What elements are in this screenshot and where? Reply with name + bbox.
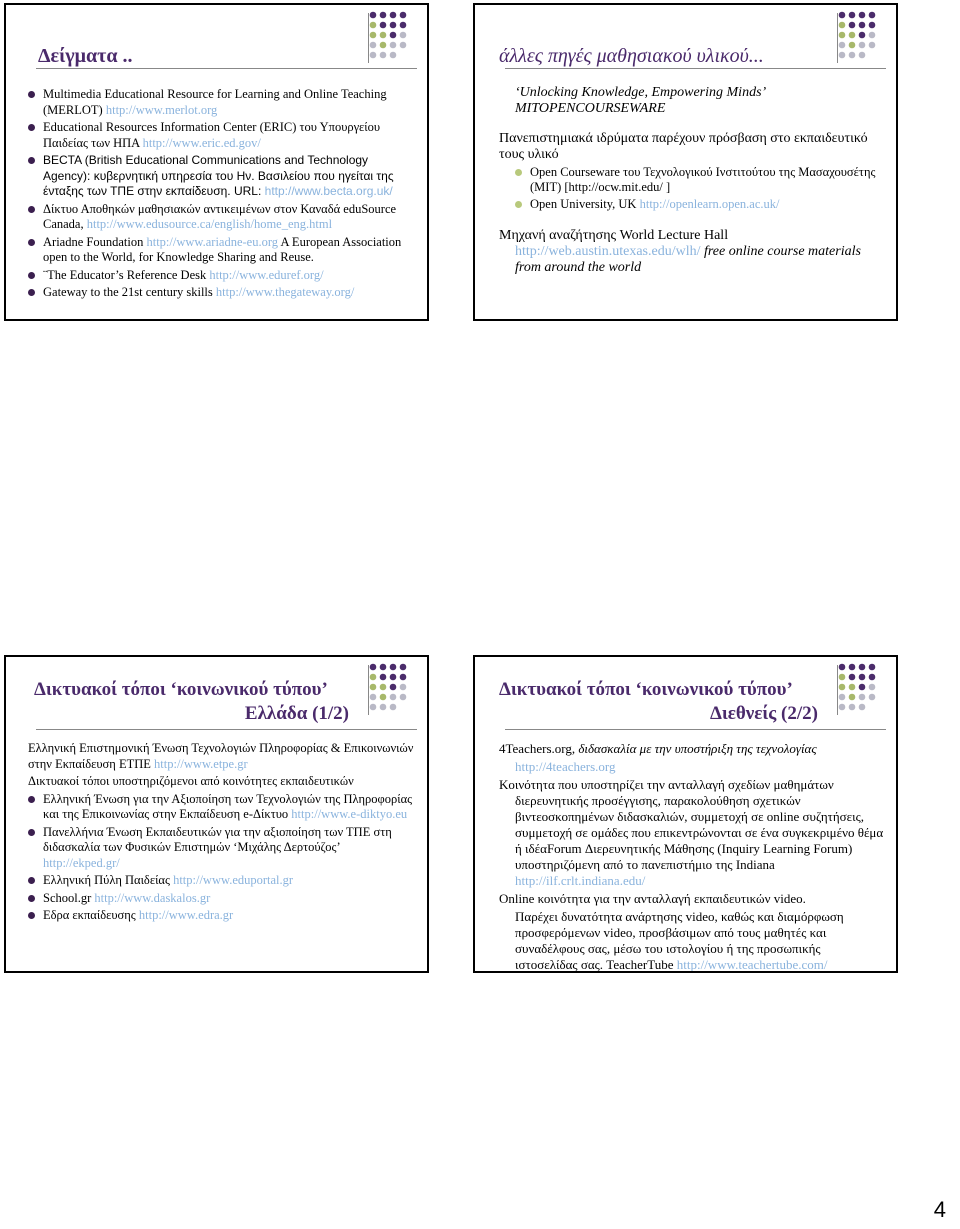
list-item: Δίκτυο Αποθηκών μαθησιακών αντικειμένων στον Καναδά eduSource Canada, http://www.edusource.ca/english/home_eng.html: [28, 202, 413, 233]
eduref-link[interactable]: http://www.eduref.org/: [209, 267, 324, 282]
list-item: School.gr http://www.daskalos.gr: [28, 891, 418, 907]
gateway-link[interactable]: http://www.thegateway.org/: [215, 285, 355, 299]
ilf-link[interactable]: http://ilf.crlt.indiana.edu/: [515, 873, 646, 888]
teachertube-link[interactable]: http://www.teachertube.com/: [676, 957, 828, 972]
list-item: Ελληνική Πύλη Παιδείας http://www.eduportal.gr: [28, 873, 418, 889]
dot-grid-decoration: [365, 11, 413, 59]
ediktyo-link[interactable]: http://www.e-diktyo.eu: [291, 807, 408, 821]
etpe-link[interactable]: http://www.etpe.gr: [154, 756, 248, 771]
list-item: ¨The Educator’s Reference Desk http://www.eduref.org/: [28, 268, 413, 284]
etpe-text: Ελληνική Επιστημονική Ένωση Τεχνολογιών Πληροφορίας & Επικοινωνιών στην Εκπαίδευση ΕΤΠΕ http://www.etpe.gr: [28, 741, 414, 771]
title-divider-vertical: [368, 665, 369, 715]
title-divider-horizontal: [36, 68, 417, 69]
tagline: ‘Unlocking Knowledge, Empowering Minds’: [515, 85, 767, 100]
slide-social-greece: [4, 655, 429, 973]
title-divider-horizontal: [505, 729, 886, 730]
slide-title-line2: Διεθνείς (2/2): [709, 703, 818, 724]
wlh-link[interactable]: http://web.austin.utexas.edu/wlh/: [515, 244, 701, 259]
title-divider-horizontal: [36, 729, 417, 730]
dot-grid-decoration: [365, 663, 413, 711]
ariadne-link[interactable]: http://www.ariadne-eu.org: [146, 234, 279, 249]
eric-link[interactable]: http://www.eric.ed.gov/: [142, 135, 261, 150]
search-engine-text: Μηχανή αναζήτησης World Lecture Hall: [499, 228, 729, 243]
4teachers-text: 4Teachers.org, διδασκαλία με την υποστήριξη της τεχνολογίας: [499, 741, 817, 756]
4teachers-link[interactable]: http://4teachers.org: [515, 759, 616, 774]
list-item: Εδρα εκπαίδευσης http://www.edra.gr: [28, 908, 418, 924]
list-item: Ελληνική Ένωση για την Αξιοποίηση των Τεχνολογιών της Πληροφορίας και της Επικοινωνίας στην Εκπαίδευση e-Δίκτυο http://www.e-diktyo.eu: [28, 792, 418, 823]
list-item: Πανελλήνια Ένωση Εκπαιδευτικών για την αξιοποίηση των ΤΠΕ στη διδασκαλία των Φυσικών Επιστημών ‘Μιχάλης Δερτούζος’ http://ekped.gr/: [28, 825, 418, 872]
list-item: Educational Resources Information Center (ERIC) του Υπουργείου Παιδείας των ΗΠΑ http://www.eric.ed.gov/: [28, 120, 413, 151]
eduportal-link[interactable]: http://www.eduportal.gr: [173, 873, 294, 887]
list-item: Ariadne Foundation http://www.ariadne-eu.org A European Association open to the World, for Knowledge Sharing and Reuse.: [28, 235, 413, 266]
4teachers-link-row: [499, 759, 885, 775]
search-engine-desc: http://web.austin.utexas.edu/wlh/ free online course materials from around the world: [515, 244, 861, 275]
slide-content: [499, 85, 884, 276]
intro-text: Πανεπιστημιακά ιδρύματα παρέχουν πρόσβαση στο εκπαιδευτικό τους υλικό: [499, 131, 868, 162]
slide-title-line1: Δικτυακοί τόποι ‘κοινωνικού τύπου’: [34, 679, 328, 700]
slide-examples: [4, 3, 429, 321]
teachertube-text: Παρέχει δυνατότητα ανάρτησης video, καθώς και διαμόρφωση προσφερόμενων video, προσβάσιμων από τους μαθητές και συναδέλφους σας, μέσω του ιστολογίου ή της προσωπικής ιστοσελίδας σας. TeacherTube http://www.teachertube.com/: [515, 909, 844, 972]
title-divider-vertical: [368, 13, 369, 63]
ekped-link[interactable]: http://ekped.gr/: [43, 855, 120, 870]
slide-title: Δείγματα ..: [38, 45, 133, 67]
slide-social-international: [473, 655, 898, 973]
communities-text: Δικτυακοί τόποι υποστηριζόμενοι από κοινότητες εκπαιδευτικών: [28, 774, 354, 788]
merlot-link[interactable]: http://www.merlot.org: [105, 102, 218, 117]
list-item: Gateway to the 21st century skills http://www.thegateway.org/: [28, 285, 413, 301]
slide-title-line2: Ελλάδα (1/2): [244, 703, 349, 724]
list-item: Multimedia Educational Resource for Learning and Online Teaching (MERLOT) http://www.merlot.org: [28, 87, 413, 118]
edusource-link[interactable]: http://www.edusource.ca/english/home_eng.html: [86, 217, 333, 231]
slide-title: άλλες πηγές μαθησιακού υλικού...: [499, 45, 764, 67]
title-divider-vertical: [837, 13, 838, 63]
slide-content: [28, 741, 418, 926]
dot-grid-decoration: [834, 663, 882, 711]
openlearn-link[interactable]: http://openlearn.open.ac.uk/: [639, 197, 780, 211]
video-community-text: Online κοινότητα για την ανταλλαγή εκπαιδευτικών video.: [499, 891, 806, 906]
becta-link[interactable]: http://www.becta.org.uk/: [264, 184, 393, 198]
mit-name: MITOPENCOURSEWARE: [515, 101, 666, 116]
title-divider-vertical: [837, 665, 838, 715]
daskalos-link[interactable]: http://www.daskalos.gr: [94, 890, 211, 905]
page-number: 4: [933, 1197, 946, 1222]
slide-other-sources: [473, 3, 898, 321]
dot-grid-decoration: [834, 11, 882, 59]
slide-title-line1: Δικτυακοί τόποι ‘κοινωνικού τύπου’: [499, 679, 793, 700]
ilf-text: Κοινότητα που υποστηρίζει την ανταλλαγή σχεδίων μαθημάτων διερευνητικής προσέγγισης, παρακολούθηση σχετικών βιντεοσκοπημένων διδασκαλιών, συμμετοχή σε online συζητήσεις, συμμετοχή σε ομάδες που επικεντρώνονται σε ένα συγκεκριμένο θέμα ή ιδέαForum Διερευνητικής Μάθησης (Inquiry Learning Forum) υποστηριζόμενη από το πανεπιστήμιο της Indiana http://ilf.crlt.indiana.edu/: [499, 777, 884, 888]
slide-content: [499, 741, 885, 973]
slide-content: [28, 87, 413, 303]
title-divider-horizontal: [505, 68, 886, 69]
edra-link[interactable]: http://www.edra.gr: [138, 908, 234, 922]
list-item: Open University, UK http://openlearn.open.ac.uk/: [515, 197, 884, 212]
list-item: BECTA (British Educational Communications and Technology Agency): κυβερνητική υπηρεσία του Ην. Βασιλείου που ηγείται της ένταξης των ΤΠΕ στην εκπαίδευση. URL: http://www.becta.org.uk/: [28, 153, 413, 200]
list-item: Open Courseware του Τεχνολογικού Ινστιτούτου της Μασαχουσέτης (MIT) [http://ocw.mit.edu/ ]: [515, 165, 884, 195]
